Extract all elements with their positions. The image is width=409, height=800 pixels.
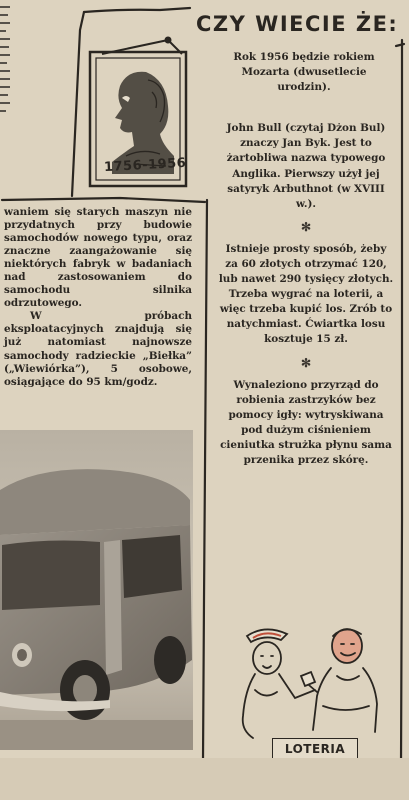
portrait-years-label: 1756-1956 [103,155,187,176]
fact-mozart: Rok 1956 będzie rokiem Mozarta (dwusetlecie urodzin). [233,51,375,94]
article-paragraph-1: waniem się starych maszyn nie przydatnych przy budowie samochodów nowego typu, oraz znaczne zaangażowanie się niektórych fabryk w badaniach nad zastosowaniem do samochodu silnika odrzutowego. [4,206,192,310]
left-edge-text-fragment [0,0,14,205]
header-title: CZY WIECIE ŻE: [196,12,399,36]
loteria-sign: LOTERIA [272,738,358,760]
article-column [4,206,192,389]
car-photo [0,430,193,750]
fact-needleless-injection: Wynaleziono przyrząd do robienia zastrzyków bez pomocy igły: wytryskiwana pod dużym ciśnieniem cieniutka strużka płynu sama przenika przez skórę. [220,378,392,466]
separator-star-icon: ✻ [300,219,312,234]
facts-list [218,50,394,468]
separator-star-icon: ✻ [300,355,312,370]
fact-john-bull: John Bull (czytaj Dżon Bul) znaczy Jan Byk. Jest to żartobliwa nazwa typowego Anglika. Pierwszy użył jej satyryk Arbuthnot (w XVIII w.). [226,122,386,210]
page-bottom-margin [0,758,409,800]
fact-lottery: Istnieje prosty sposób, żeby za 60 złotych otrzymać 120, lub nawet 290 tysięcy złotych. Trzeba wygrać na loterii, a więc trzeba kupić los. Zrób to natychmiast. Ćwiartka losu kosztuje 15 zł. [218,242,394,346]
article-paragraph-2: W próbach eksploatacyjnych znajdują się już natomiast najnowsze samochody radzieckie „Biełka” („Wiewiórka”), 5 osobowe, osiągające do 95 km/godz. [4,310,192,388]
